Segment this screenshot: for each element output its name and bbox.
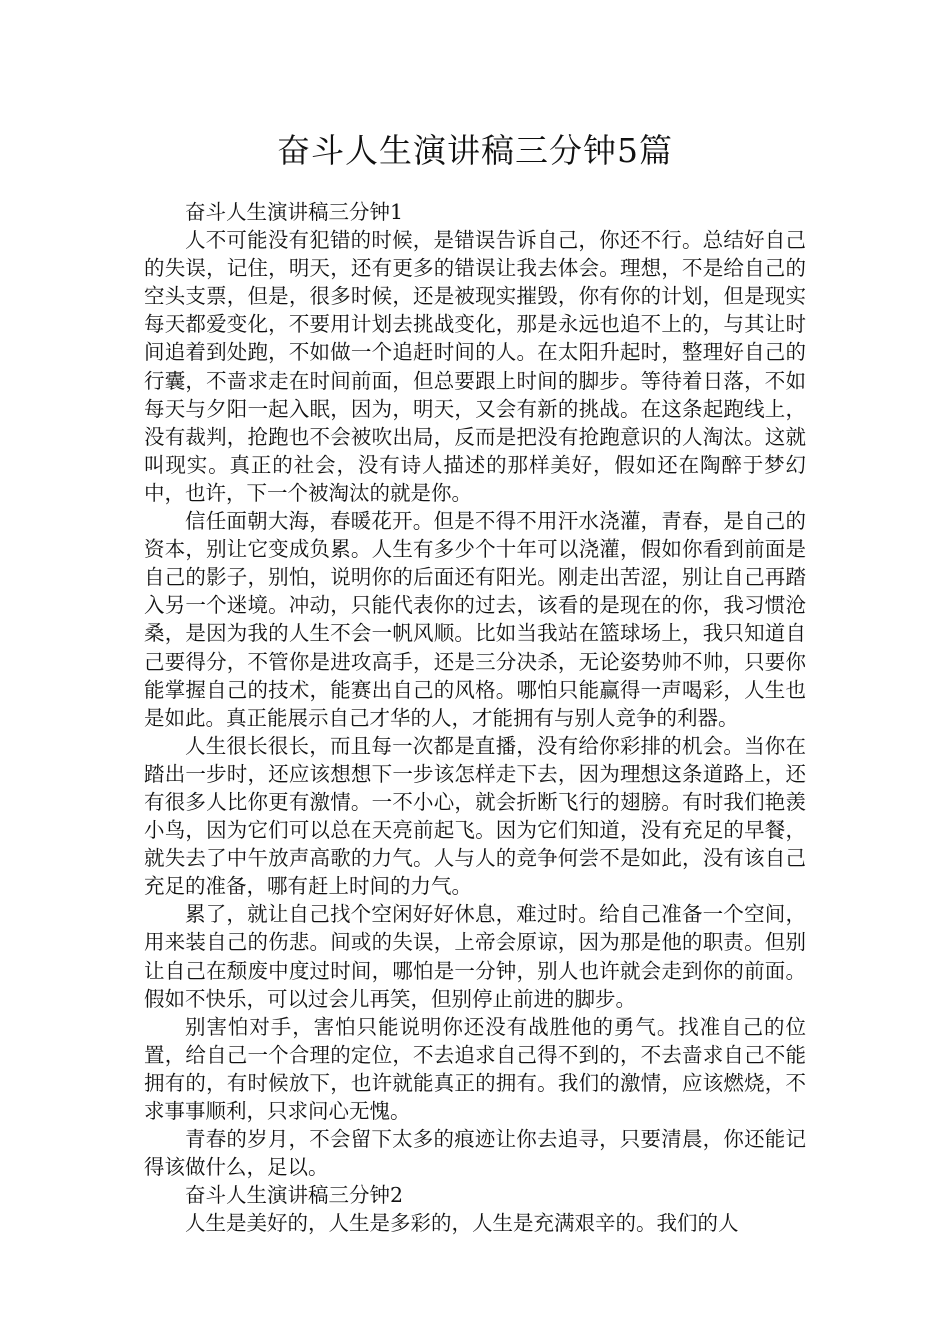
paragraph: 别害怕对手，害怕只能说明你还没有战胜他的勇气。找准自己的位置，给自己一个合理的定位，不去追求自己得不到的，不去啬求自己不能拥有的，有时候放下，也许就能真正的拥有。我们的激情，应该燃烧，不求事事顺利，只求问心无愧。 [144,1014,806,1123]
paragraph: 人生很长很长，而且每一次都是直播，没有给你彩排的机会。当你在踏出一步时，还应该想想下一步该怎样走下去，因为理想这条道路上，还有很多人比你更有激情。一不小心，就会折断飞行的翅膀。有时我们艳羡小鸟，因为它们可以总在天亮前起飞。因为它们知道，没有充足的早餐，就失去了中午放声高歌的力气。人与人的竞争何尝不是如此，没有该自己充足的准备，哪有赶上时间的力气。 [144,733,806,899]
paragraph: 青春的岁月，不会留下太多的痕迹让你去追寻，只要清晨，你还能记得该做什么，足以。 [144,1127,806,1180]
section-heading: 奋斗人生演讲稿三分钟1 [185,200,404,224]
document-title: 奋斗人生演讲稿三分钟5篇 [277,131,673,170]
paragraph: 累了，就让自己找个空闲好好休息，难过时。给自己准备一个空间，用来装自己的伤悲。间或的失误，上帝会原谅，因为那是他的职责。但别让自己在颓废中度过时间，哪怕是一分钟，别人也许就会走到你的前面。假如不快乐，可以过会儿再笑，但别停止前进的脚步。 [144,902,806,1011]
document-body [144,198,806,1237]
section-1 [144,198,806,1181]
section-2 [144,1181,806,1237]
section-heading: 奋斗人生演讲稿三分钟2 [185,1183,404,1208]
paragraph: 信任面朝大海，春暖花开。但是不得不用汗水浇灌，青春，是自己的资本，别让它变成负累。人生有多少个十年可以浇灌，假如你看到前面是自己的影子，别怕，说明你的后面还有阳光。刚走出苦涩，别让自己再踏入另一个迷境。冲动，只能代表你的过去，该看的是现在的你，我习惯沧桑，是因为我的人生不会一帆风顺。比如当我站在篮球场上，我只知道自己要得分，不管你是进攻高手，还是三分决杀，无论姿势帅不帅，只要你能掌握自己的技术，能赛出自己的风格。哪怕只能赢得一声喝彩，人生也是如此。真正能展示自己才华的人，才能拥有与别人竞争的利器。 [144,509,806,730]
paragraph: 人生是美好的，人生是多彩的，人生是充满艰辛的。我们的人 [185,1211,739,1236]
paragraph: 人不可能没有犯错的时候，是错误告诉自己，你还不行。总结好自己的失误，记住，明天，还有更多的错误让我去体会。理想，不是给自己的空头支票，但是，很多时候，还是被现实摧毁，你有你的计划，但是现实每天都爱变化，不要用计划去挑战变化，那是永远也追不上的，与其让时间追着到处跑，不如做一个追赶时间的人。在太阳升起时，整理好自己的行囊，不啬求走在时间前面，但总要跟上时间的脚步。等待着日落，不如每天与夕阳一起入眠，因为，明天，又会有新的挑战。在这条起跑线上，没有裁判，抢跑也不会被吹出局，反而是把没有抢跑意识的人淘汰。这就叫现实。真正的社会，没有诗人描述的那样美好，假如还在陶醉于梦幻中，也许，下一个被淘汰的就是你。 [144,228,806,505]
